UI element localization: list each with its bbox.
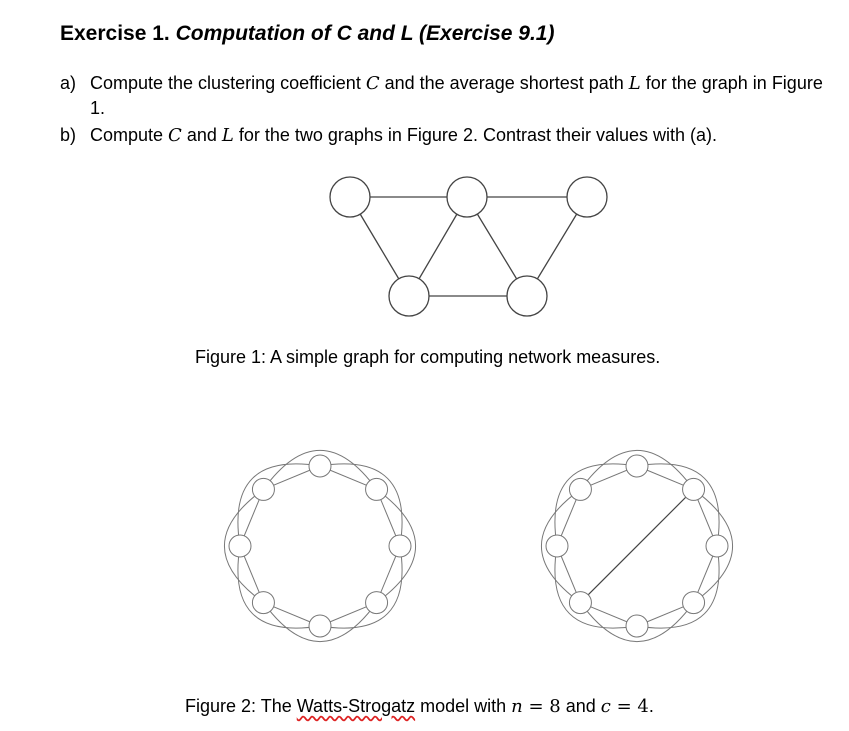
graph-node [507, 276, 547, 316]
lattice-edge [320, 546, 402, 628]
lattice-node [252, 592, 274, 614]
exercise-name: Computation of C and L (Exercise 9.1) [175, 22, 555, 45]
lattice-node [366, 592, 388, 614]
text-run: Compute the clustering coefficient [90, 73, 366, 93]
lattice-node [309, 615, 331, 637]
graph-node [567, 177, 607, 217]
math-symbol-L: L [221, 125, 234, 146]
text-run: Compute [90, 125, 169, 145]
text-run: for the two graphs in Figure 2. Contrast their values with (a). [233, 125, 718, 145]
c-value: 4 [637, 696, 649, 717]
lattice-edge [238, 546, 320, 628]
figure2-caption [185, 696, 654, 717]
lattice-edge [637, 546, 719, 628]
math-symbol-C: C [365, 73, 380, 94]
rewired-edge [580, 489, 693, 602]
text-run: Figure 2: The [185, 696, 297, 716]
model-name: Watts-Strogatz [296, 696, 416, 716]
graph-node [447, 177, 487, 217]
text-run: and the average shortest path [379, 73, 629, 93]
question-label: a) [60, 73, 77, 93]
question-label: b) [60, 125, 77, 145]
lattice-node [389, 535, 411, 557]
exercise-number: Exercise 1. [60, 22, 170, 45]
watts-strogatz-graph-left [224, 450, 415, 641]
lattice-node [229, 535, 251, 557]
lattice-node [366, 478, 388, 500]
graph-node [389, 276, 429, 316]
lattice-node [546, 535, 568, 557]
lattice-node [683, 592, 705, 614]
lattice-node [626, 615, 648, 637]
n-value: 8 [549, 696, 561, 717]
text-run: for the graph in Figure 1. [90, 73, 823, 118]
lattice-node [706, 535, 728, 557]
text-run: . [648, 696, 654, 716]
lattice-node [309, 455, 331, 477]
lattice-node [626, 455, 648, 477]
text-run: and [560, 696, 601, 716]
math-symbol-c: c [600, 696, 611, 717]
math-symbol-C: C [168, 125, 182, 146]
lattice-edge [238, 464, 320, 546]
lattice-node [683, 478, 705, 500]
lattice-node [569, 592, 591, 614]
lattice-node [569, 478, 591, 500]
math-symbol-n: n [511, 696, 523, 717]
figure1-graph [330, 177, 607, 316]
figure1-caption: Figure 1: A simple graph for computing network measures. [195, 347, 661, 367]
text-run: model with [415, 696, 512, 716]
equals-sign: = [610, 696, 638, 717]
math-symbol-L: L [628, 73, 641, 94]
text-run: and [181, 125, 222, 145]
lattice-edge [320, 464, 402, 546]
lattice-node [252, 478, 274, 500]
lattice-edge [555, 464, 637, 546]
equals-sign: = [522, 696, 550, 717]
watts-strogatz-graph-right [541, 450, 732, 641]
graph-node [330, 177, 370, 217]
